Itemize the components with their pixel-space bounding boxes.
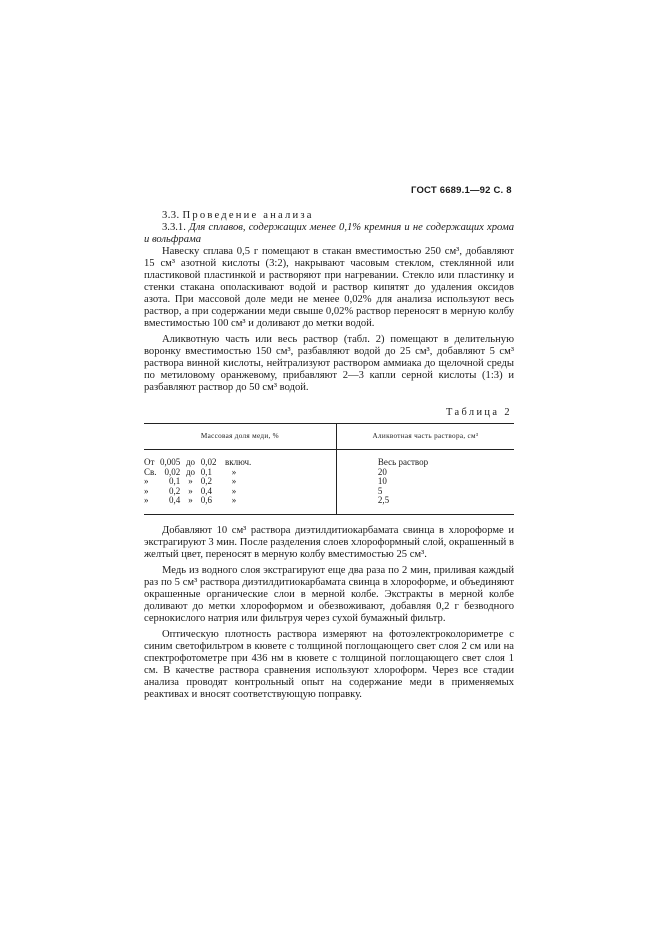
table-cell-volume: 2,5 [336, 496, 514, 514]
page-header: ГОСТ 6689.1—92 С. 8 [411, 185, 512, 196]
paragraph-repeat-extraction: Медь из водного слоя экстрагируют еще два раза по 2 мин, приливая каждый раз по 5 см³ раствора диэтилдитиокарбамата свинца в хлороформе, и объединяют окрашенные органические слои в мерной колбе. Экстракты в мерной колбе доливают до метки хлороформом и обезвоживают, добавляя 0,2 г безводного сернокислого натрия или фильтруя через сухой бумажный фильтр. [144, 564, 514, 624]
paragraph-optical-density: Оптическую плотность раствора измеряют на фотоэлектроколориметре с синим светофильтром в кювете с толщиной поглощающего свет слоя 2 см или на спектрофотометре при 436 нм в кювете с толщиной поглощающего свет слоя 1 см. В качестве раствора сравнения используют хлороформ. Через все стадии анализа проводят контрольный опыт на содержание меди в применяемых реактивах и вносят соответствующую поправку. [144, 628, 514, 700]
aliquot-table [144, 423, 514, 515]
table-row: Св. 0,02 до 0,1 » 20 [144, 468, 514, 478]
paragraph-extraction: Добавляют 10 см³ раствора диэтилдитиокарбамата свинца в хлороформе и экстрагируют 3 мин. После разделения слоев хлороформный слой, окрашенный в желтый цвет, переносят в мерную колбу вместимостью 25 см³. [144, 524, 514, 560]
table-cell-volume: 10 [377, 476, 387, 486]
subsection-title: Для сплавов, содержащих менее 0,1% кремния и не содержащих хрома и вольфрама [144, 222, 515, 245]
table-row: От 0,005 до 0,02 включ. Весь раствор [144, 450, 514, 468]
table-header-aliquot-volume: Аликвотная часть раствора, см³ [336, 424, 514, 450]
paragraph-sample-dissolution: Навеску сплава 0,5 г помещают в стакан вместимостью 250 см³, добавляют 15 см³ азотной кислоты (3:2), накрывают часовым стеклом, стеклянной или пластиковой пластинкой и растворяют при нагревании. Стекло или пластинку и стенки стакана ополаскивают водой и раствор кипятят до удаления оксидов азота. При массовой доле меди не менее 0,02% для анализа используют весь раствор, а при содержании меди свыше 0,02% раствор переносят в мерную колбу вместимостью 100 см³ и доливают до метки водой. [144, 246, 514, 329]
table-cell-volume: 20 [377, 466, 387, 477]
paragraph-aliquot: Аликвотную часть или весь раствор (табл. 2) помещают в делительную воронку вместимостью 150 см³, разбавляют водой до 25 см³, добавляют 5 см³ раствора винной кислоты, нейтрализуют раствором аммиака до щелочной среды по метиловому оранжевому, прибавляют 2—3 капли серной кислоты (1:3) и разбавляют раствор до 50 см³ водой. [144, 334, 514, 393]
document-body [144, 210, 514, 701]
section-number: 3.3. [162, 210, 183, 221]
subsection-number: 3.3.1. [162, 222, 190, 233]
table-caption: Таблица 2 [445, 407, 512, 418]
table-cell-volume: 5 [377, 485, 383, 496]
subsection-heading [144, 222, 514, 246]
table-row: » 0,4 » 0,6 » 2,5 [144, 496, 514, 514]
section-heading [162, 210, 514, 222]
section-title: Проведение анализа [182, 210, 314, 221]
table-cell-volume: Весь раствор [377, 457, 429, 467]
table-header-mass-fraction: Массовая доля меди, % [144, 424, 336, 450]
table-row: » 0,2 » 0,4 » 5 [144, 487, 514, 497]
table-row: » 0,1 » 0,2 » 10 [144, 477, 514, 487]
